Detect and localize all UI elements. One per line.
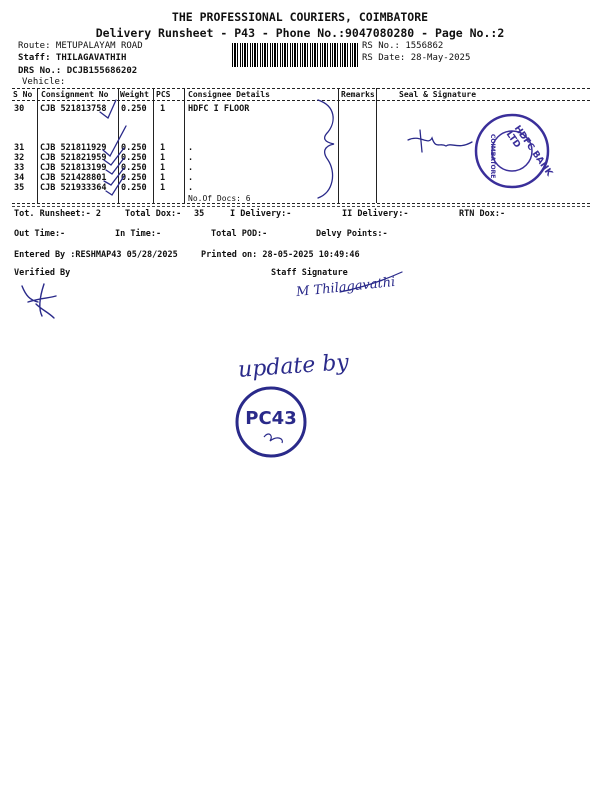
total-pod: Total POD:- [211,229,268,239]
row-pcs: 1 [160,183,166,193]
row-weight: 0.250 [121,163,147,173]
row-pcs: 1 [160,163,166,173]
stamp-inner-text: COIMBATORE [489,134,496,179]
row-pcs: 1 [160,173,166,183]
route-label: Route: METUPALAYAM ROAD [18,41,143,51]
staff-signature-handwriting: M Thilagavathi [295,274,396,301]
col-header-seal: Seal & Signature [399,90,477,99]
ii-delivery: II Delivery:- [342,209,409,219]
drs-number: DRS No.: DCJB155686202 [18,66,138,76]
row-sno: 31 [14,143,25,153]
row-pcs: 1 [160,104,166,114]
row-sno: 35 [14,183,25,193]
staff-signature-label: Staff Signature [271,268,348,278]
row-sno: 34 [14,173,25,183]
col-header-consignment: Consignment No [41,90,109,99]
company-title: THE PROFESSIONAL COURIERS, COIMBATORE [171,10,429,24]
in-time: In Time:- [115,229,162,239]
rs-number: RS No.: 1556862 [362,41,444,51]
pc-stamp-text: PC43 [245,408,297,429]
handwritten-update-note: update by [237,350,350,383]
row-pcs: 1 [160,153,166,163]
row-sno: 32 [14,153,25,163]
entered-by: Entered By :RESHMAP43 05/28/2025 [14,250,178,260]
staff-label: Staff: THILAGAVATHIH [18,53,127,63]
total-dox-value: 35 [194,209,205,219]
row-consignment: CJB 521813199 [40,163,107,173]
tot-runsheet: Tot. Runsheet:- 2 [14,209,101,219]
rtn-dox: RTN Dox:- [459,209,506,219]
out-time: Out Time:- [14,229,66,239]
row-weight: 0.250 [121,173,147,183]
row-consignment: CJB 521933364 [40,183,107,193]
row-weight: 0.250 [121,143,147,153]
row-consignee: . [188,143,194,153]
row-consignee: . [188,173,194,183]
row-consignment: CJB 521813758 [40,104,107,114]
i-delivery: I Delivery:- [230,209,292,219]
row-consignee: . [188,153,194,163]
row-weight: 0.250 [121,104,147,114]
row-consignee: HDFC I FLOOR [188,104,250,114]
vehicle-label: Vehicle: [22,77,66,87]
row-sno: 33 [14,163,25,173]
row-consignee: . [188,183,194,193]
row-weight: 0.250 [121,183,147,193]
row-consignment: CJB 521821959 [40,153,107,163]
printed-on: Printed on: 28-05-2025 10:49:46 [201,250,360,260]
no-of-docs: No.Of Docs: 6 [188,194,251,203]
delvy-points: Delvy Points:- [316,229,388,239]
col-header-remarks: Remarks [341,90,375,99]
row-consignment: CJB 521811929 [40,143,107,153]
stamp-text: HDFC BANK LTD [503,124,554,179]
rs-date: RS Date: 28-May-2025 [362,53,471,63]
runsheet-title: Delivery Runsheet - P43 - Phone No.:9047080280 - Page No.:2 [95,26,505,40]
total-dox-label: Total Dox:- [125,209,182,219]
verified-by: Verified By [14,268,71,278]
col-header-pcs: PCS [156,90,171,99]
col-header-sno: S No [13,90,33,99]
row-consignee: . [188,163,194,173]
row-weight: 0.250 [121,153,147,163]
col-header-weight: Weight [120,90,149,99]
col-header-consignee: Consignee Details [188,90,270,99]
row-pcs: 1 [160,143,166,153]
row-sno: 30 [14,104,25,114]
row-consignment: CJB 521428801 [40,173,107,183]
